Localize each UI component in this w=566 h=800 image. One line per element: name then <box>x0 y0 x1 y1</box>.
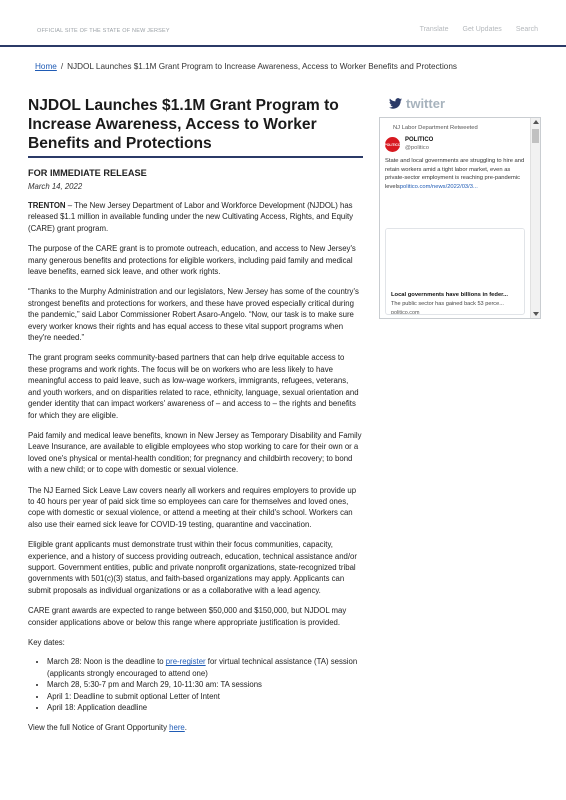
release-date: March 14, 2022 <box>28 182 83 191</box>
date-1-text: March 28: Noon is the deadline to <box>47 657 166 667</box>
timeline-scrollbar[interactable] <box>530 118 540 318</box>
paragraph-5: Paid family and medical leave benefits, known in New Jersey as Temporary Disability and Family Leave Insurance, are available to eligible employees who stop working to care for their own or a loved one's physical or mental-health condition; for pregnancy and childbirth recovery; to bond with a new child; or to cope with domestic or sexual violence. <box>28 430 362 475</box>
article <box>28 96 363 734</box>
notice-text: View the full Notice of Grant Opportunity <box>28 723 170 733</box>
date-1-text-end: for virtual technical assistance (TA) session (applicants strongly encouraged to attend one) <box>47 657 358 678</box>
account-name[interactable]: POLITICO <box>405 137 434 143</box>
card-domain: politico.com <box>391 310 420 315</box>
twitter-widget <box>379 96 541 319</box>
scroll-thumb[interactable] <box>532 129 539 143</box>
twitter-bird-icon <box>389 98 402 109</box>
link-card[interactable] <box>385 228 525 315</box>
official-site-label: OFFICIAL SITE OF THE STATE OF NEW JERSEY <box>37 28 170 34</box>
list-item: • April 1: Deadline to submit optional Letter of Intent <box>47 691 363 702</box>
breadcrumb <box>35 62 457 71</box>
breadcrumb-home-link[interactable]: Home <box>35 62 57 71</box>
paragraph-3: “Thanks to the Murphy Administration and our legislators, New Jersey has some of the country's strongest benefits and protections for workers, and these have proved especially critical during the pandemic,” said Labor Commissioner Robert Asaro-Angelo. “Now, our task is to make sure every worker knows their rights and has equal access to these vital support programs when they're needed.” <box>28 287 359 343</box>
paragraph-6: The NJ Earned Sick Leave Law covers nearly all workers and requires employers to provide up to 40 hours per year of paid sick time so employees can care for themselves and loved ones, cope with domestic or sexual violence, or attend a meeting at their child's school. Workers can also use their earned sick leave for COVID-19 testing, quarantine and vaccination. <box>28 485 357 529</box>
search-link[interactable]: Search <box>515 26 538 33</box>
breadcrumb-separator: / <box>60 62 64 71</box>
translate-link[interactable]: Translate <box>419 26 449 33</box>
twitter-header <box>389 96 541 111</box>
scroll-up-icon[interactable] <box>533 120 539 124</box>
paragraph-4: The grant program seeks community-based partners that can help drive equitable access to these programs and work rights. The focus will be on workers who are less likely to have meaningful access to paid leave, such as low-wage workers, immigrants, refugees, veterans, and youth workers, and on disparities related to race, ethnicity, language, sexual orientation and gender identity that can impact workers' awareness of – and access to – the rights and benefits for which they are eligible. <box>28 353 359 420</box>
avatar[interactable]: POLITICO <box>385 137 400 152</box>
top-bar <box>0 0 566 47</box>
card-description: The public sector has gained back 53 perce... <box>391 301 504 307</box>
scroll-down-icon[interactable] <box>533 312 539 316</box>
key-dates-label: Key dates: <box>28 638 65 647</box>
breadcrumb-current: NJDOL Launches $1.1M Grant Program to Increase Awareness, Access to Worker Benefits and Protections <box>67 62 457 71</box>
pre-register-link[interactable]: pre-register <box>165 657 206 667</box>
card-image <box>386 229 524 289</box>
list-item: • April 18: Application deadline <box>47 702 363 713</box>
notice-period: . <box>184 723 187 733</box>
tweet-body: State and local governments are struggling to hire and retain workers amid a tight labor market, even as private-sector employment is reaching pre-pandemic levels <box>385 158 525 190</box>
notice-paragraph <box>28 722 363 733</box>
twitter-timeline[interactable] <box>379 117 541 319</box>
list-item <box>47 656 363 679</box>
tweet-text <box>385 157 525 191</box>
title-divider <box>28 156 363 158</box>
paragraph-2: The purpose of the CARE grant is to promote outreach, education, and access to New Jersey's many generous benefits and protections for eligible workers, including paid family and medical leave benefits, earned sick leave, and other work rights. <box>28 244 356 277</box>
retweet-label: NJ Labor Department Retweeted <box>393 125 478 131</box>
paragraph-1-text: – The New Jersey Department of Labor and Workforce Development (NJDOL) has released $1.1 million in available funding under the new Cultivating Access, Rights, and Equity (CARE) grant program. <box>28 201 354 233</box>
release-label: FOR IMMEDIATE RELEASE <box>28 168 147 178</box>
paragraph-1 <box>28 200 363 234</box>
key-dates-list <box>28 656 363 713</box>
twitter-label[interactable]: twitter <box>406 96 445 111</box>
tweet-link[interactable]: politico.com/news/2022/03/3... <box>399 183 478 190</box>
notice-here-link[interactable]: here <box>169 723 185 733</box>
page-title: NJDOL Launches $1.1M Grant Program to Increase Awareness, Access to Worker Benefits and Protections <box>28 97 339 152</box>
top-links <box>420 26 538 33</box>
account-handle[interactable]: @politico <box>405 145 429 151</box>
get-updates-link[interactable]: Get Updates <box>462 26 502 33</box>
card-title: Local governments have billions in feder... <box>391 292 508 298</box>
paragraph-8: CARE grant awards are expected to range between $50,000 and $150,000, but NJDOL may consider applications above or below this range where appropriate justification is provided. <box>28 606 347 627</box>
list-item: • March 28, 5:30-7 pm and March 29, 10-11:30 am: TA sessions <box>47 679 363 690</box>
dateline: TRENTON <box>28 201 66 210</box>
paragraph-7: Eligible grant applicants must demonstrate trust within their focus communities, capacity, experience, and a history of success providing outreach, education, technical assistance and/or support. Government entities, public and private nonprofit organizations, state-recognized tribal governments with 501(c)(3) status, and faith-based organizations may apply. Applicants can submit proposals as individual organizations or as a collaborative with a lead agency. <box>28 540 357 595</box>
